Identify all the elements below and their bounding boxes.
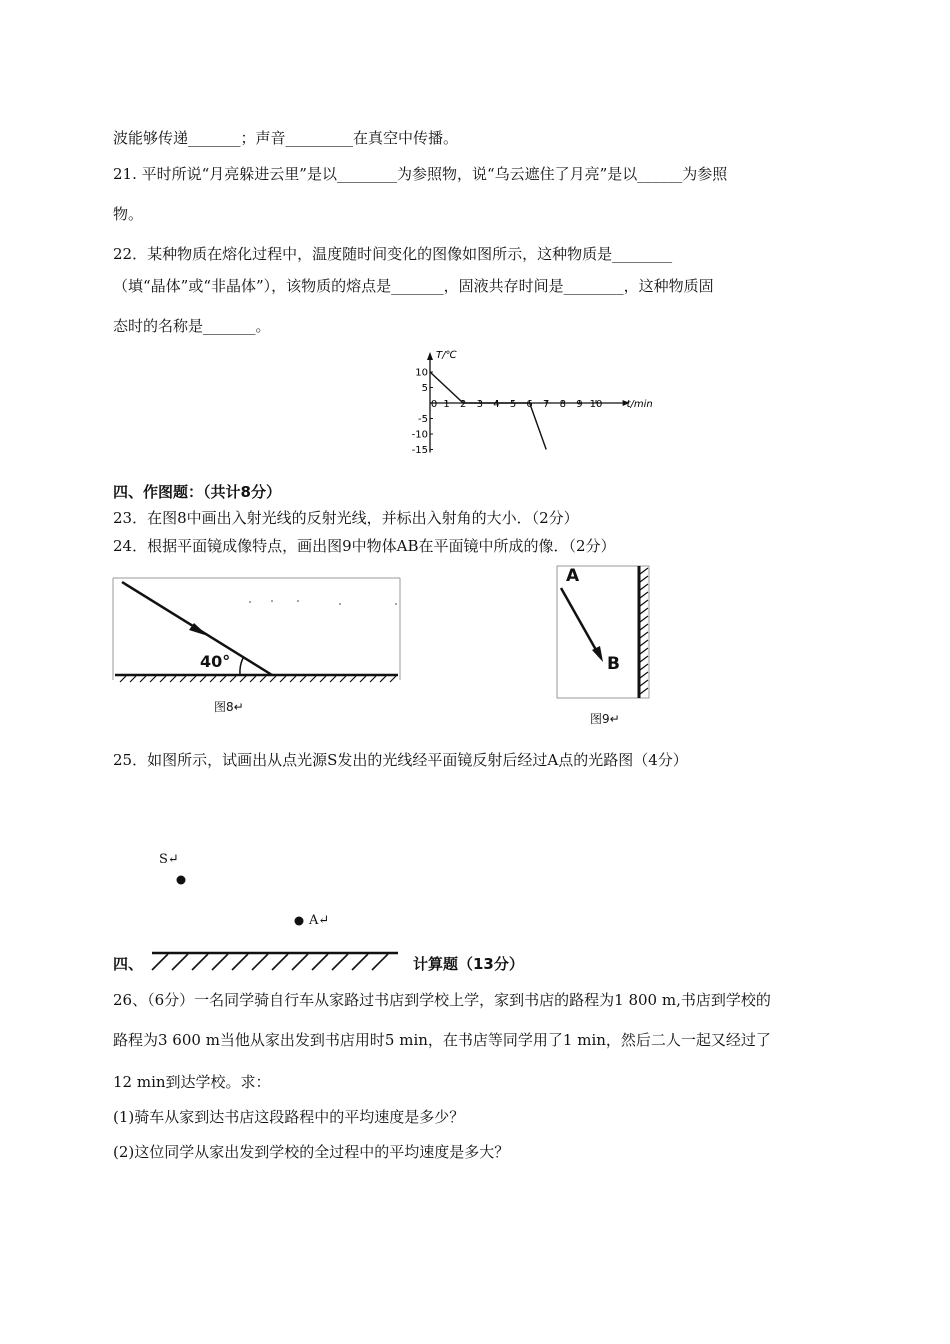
chart-x-tick-label: 2	[460, 399, 467, 410]
chart-y-label: T/℃	[436, 350, 457, 361]
section-drawing-title: 四、作图题：（共计8分）	[113, 483, 281, 501]
q26-line-3: 12 min到达学校。求：	[113, 1073, 271, 1091]
section-calc-prefix: 四、	[113, 955, 144, 973]
section-calc-title: 计算题（13分）	[413, 955, 524, 973]
chart-x-tick-label: 6	[526, 399, 533, 410]
q22-line-1: 22．某种物质在熔化过程中，温度随时间变化的图像如图所示，这种物质是________	[113, 245, 673, 263]
fig8-angle-label: 40°	[200, 652, 231, 671]
chart-x-label: t/min	[626, 399, 653, 410]
q25-text: 25．如图所示，试画出从点光源S发出的光线经平面镜反射后经过A点的光路图（4分）	[113, 751, 688, 769]
chart-x-tick-label: 10	[589, 399, 603, 410]
q25-mirror-hatch	[152, 954, 388, 970]
chart-x-tick-label: 9	[576, 399, 583, 410]
point-a-label: A↵	[309, 913, 330, 928]
q21-line-2: 物。	[113, 205, 144, 223]
chart-y-tick-label: -10	[411, 429, 428, 441]
q22-line-3: 态时的名称是_______。	[113, 317, 271, 335]
fig8-caption: 图8↵	[214, 700, 244, 714]
fig9-label-a: A	[566, 566, 580, 586]
q26-line-1: 26、（6分）一名同学骑自行车从家路过书店到学校上学，家到书店的路程为1 800 m,书店到学校的	[113, 991, 771, 1009]
chart-x-tick-label: 4	[493, 399, 500, 410]
q26-part-2: (2)这位同学从家出发到学校的全过程中的平均速度是多大？	[113, 1143, 510, 1161]
fig9-caption: 图9↵	[590, 712, 620, 726]
chart-y-tick-label: 10	[415, 367, 428, 379]
q24-text: 24．根据平面镜成像特点，画出图9中物体AB在平面镜中所成的像．（2分）	[113, 537, 616, 555]
q26-part-1: (1)骑车从家到达书店这段路程中的平均速度是多少？	[113, 1108, 465, 1126]
chart-x-tick-label: 5	[509, 399, 517, 410]
chart-x-tick-label: 0	[430, 399, 438, 410]
chart-y-tick-label: 5	[421, 383, 428, 394]
chart-y-tick-label: -15	[411, 445, 428, 456]
q21-line-1: 21. 平时所说“月亮躲进云里”是以________为参照物，说“乌云遮住了月亮”是以______为参照	[113, 165, 728, 183]
q26-line-2: 路程为3 600 m当他从家出发到书店用时5 min，在书店等同学用了1 min，然后二人一起又经过了	[113, 1031, 771, 1049]
q20-fill-line: 波能够传递_______；声音_________在真空中传播。	[113, 129, 459, 147]
chart-x-tick-label: 8	[559, 399, 566, 410]
light-source-s-label: S↵	[159, 852, 179, 867]
q23-text: 23．在图8中画出入射光线的反射光线，并标出入射角的大小．（2分）	[113, 509, 579, 527]
chart-x-tick-label: 3	[476, 399, 483, 410]
chart-y-tick-label: -5	[418, 414, 428, 425]
q22-line-2: （填“晶体”或“非晶体”），该物质的熔点是_______，固液共存时间是________，这种物质固	[113, 277, 714, 295]
point-a-dot	[295, 917, 304, 926]
chart-x-tick-label: 1	[443, 399, 450, 410]
fig9-label-b: B	[607, 654, 620, 674]
light-source-s-dot	[177, 876, 186, 885]
chart-x-tick-label: 7	[543, 399, 550, 410]
